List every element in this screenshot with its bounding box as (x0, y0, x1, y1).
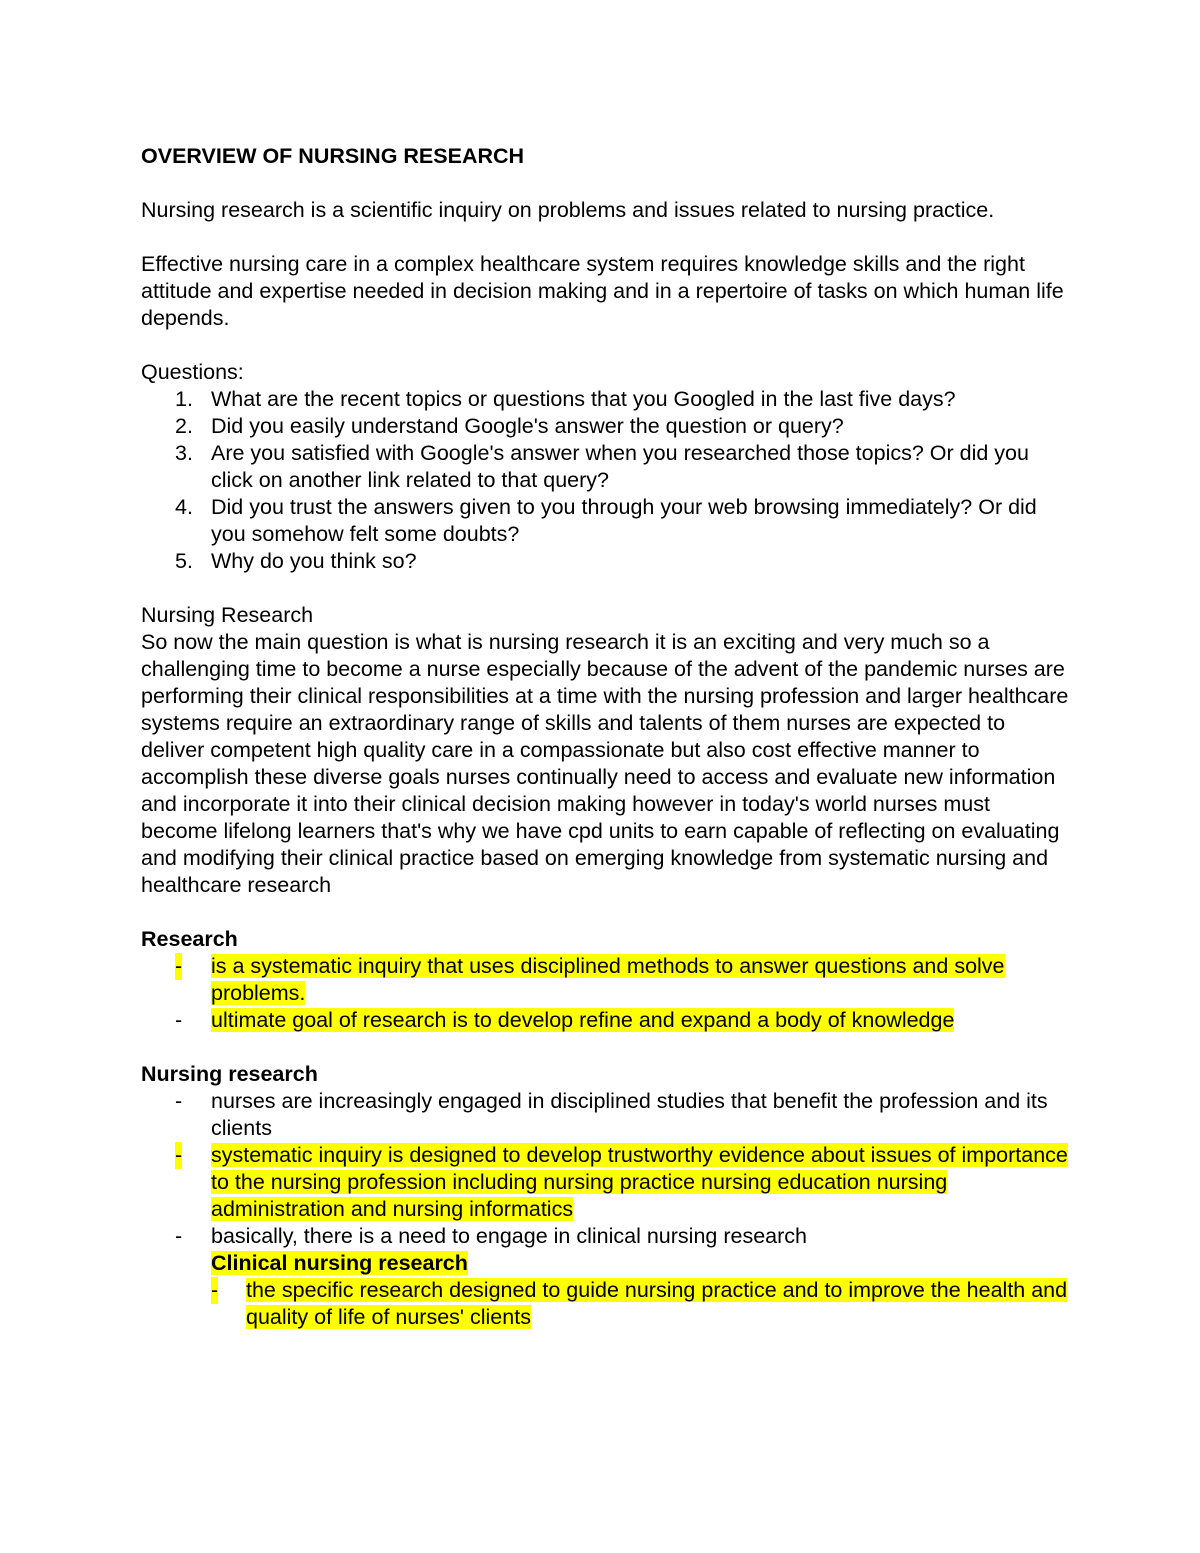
question-number: 2. (175, 414, 193, 438)
research-section (141, 926, 1071, 1034)
nursing-research-item-text: nurses are increasingly engaged in disciplined studies that benefit the profession and its clients (211, 1089, 1048, 1140)
intro-paragraph-1: Nursing research is a scientific inquiry on problems and issues related to nursing practice. (141, 198, 995, 222)
clinical-nursing-research-block (141, 1250, 1071, 1331)
question-number: 4. (175, 495, 193, 519)
question-item (141, 440, 1071, 494)
question-number: 3. (175, 441, 193, 465)
nursing-research-section (141, 602, 1071, 899)
clinical-nursing-research-item (211, 1277, 1071, 1331)
research-heading: Research (141, 927, 238, 951)
research-item (141, 1007, 1071, 1034)
dash-bullet: - (175, 1224, 183, 1248)
questions-section (141, 359, 1071, 575)
research-list (141, 953, 1071, 1034)
question-text: Did you easily understand Google's answer the question or query? (211, 414, 844, 438)
dash-bullet: - (175, 954, 183, 978)
question-number: 1. (175, 387, 193, 411)
intro-paragraph-2: Effective nursing care in a complex healthcare system requires knowledge skills and the right attitude and expertise needed in decision making and in a repertoire of tasks on which human life depends. (141, 252, 1064, 330)
questions-list (141, 386, 1071, 575)
question-item (141, 548, 1071, 575)
dash-bullet: - (175, 1089, 183, 1113)
research-item-text: is a systematic inquiry that uses disciplined methods to answer questions and solve problems. (211, 954, 1005, 1005)
nursing-research-item-text: basically, there is a need to engage in clinical nursing research (211, 1224, 807, 1248)
clinical-nursing-research-text: the specific research designed to guide nursing practice and to improve the health and quality of life of nurses' clients (246, 1278, 1068, 1329)
research-item (141, 953, 1071, 1007)
document-title: OVERVIEW OF NURSING RESEARCH (141, 144, 525, 168)
question-item (141, 413, 1071, 440)
questions-label: Questions: (141, 360, 244, 384)
nursing-research-label: Nursing Research (141, 603, 314, 627)
dash-bullet: - (211, 1278, 219, 1302)
dash-bullet: - (175, 1008, 183, 1032)
question-number: 5. (175, 549, 193, 573)
question-text: What are the recent topics or questions that you Googled in the last five days? (211, 387, 956, 411)
nursing-research-heading: Nursing research (141, 1062, 318, 1086)
nursing-research-definition-section (141, 1061, 1071, 1331)
question-text: Did you trust the answers given to you through your web browsing immediately? Or did you somehow felt some doubts? (211, 495, 1037, 546)
research-item-text: ultimate goal of research is to develop refine and expand a body of knowledge (211, 1008, 955, 1032)
nursing-research-list (141, 1088, 1071, 1250)
clinical-nursing-research-heading: Clinical nursing research (211, 1251, 468, 1275)
nursing-research-item-text: systematic inquiry is designed to develop trustworthy evidence about issues of importance to the nursing profession including nursing practice nursing education nursing administration and nursing informatics (211, 1143, 1068, 1221)
question-text: Why do you think so? (211, 549, 417, 573)
document-page (141, 143, 1071, 1358)
question-item (141, 494, 1071, 548)
question-item (141, 386, 1071, 413)
nursing-research-item (141, 1223, 1071, 1250)
nursing-research-item (141, 1088, 1071, 1142)
nursing-research-paragraph: So now the main question is what is nursing research it is an exciting and very much so a challenging time to become a nurse especially because of the advent of the pandemic nurses are performing their clinical responsibilities at a time with the nursing profession and larger healthcare systems require an extraordinary range of skills and talents of them nurses are expected to deliver competent high quality care in a compassionate but also cost effective manner to accomplish these diverse goals nurses continually need to access and evaluate new information and incorporate it into their clinical decision making however in today's world nurses must become lifelong learners that's why we have cpd units to earn capable of reflecting on evaluating and modifying their clinical practice based on emerging knowledge from systematic nursing and healthcare research (141, 630, 1069, 897)
question-text: Are you satisfied with Google's answer when you researched those topics? Or did you click on another link related to that query? (211, 441, 1029, 492)
dash-bullet: - (175, 1143, 183, 1167)
nursing-research-item (141, 1142, 1071, 1223)
